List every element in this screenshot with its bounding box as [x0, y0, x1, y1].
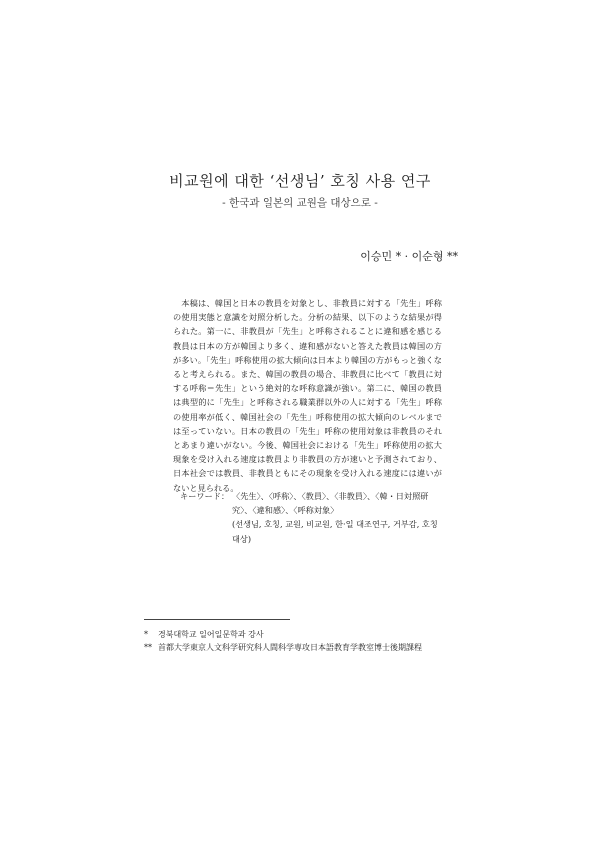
footnote-mark: ** — [144, 643, 152, 652]
paper-subtitle: - 한국과 일본의 교원을 대상으로 - — [222, 197, 378, 209]
footnote-mark: * — [144, 630, 148, 639]
footnote-divider — [144, 619, 290, 620]
footnote-text: 首都大学東京人文科学研究科人間科学専攻日本語教育学教室博士後期課程 — [158, 643, 422, 652]
abstract-text: 本稿は、韓国と日本の教員を対象とし、非教員に対する「先生」呼称の使用実態と意識を対照分析した。分析の結果、以下のような結果が得られた。第一に、非教員が「先生」と呼称されることに違和感を感じる教員は日本の方が韓国より多く、違和感がないと答えた教員は韓国の方が多い。「先生」呼称使用の拡大傾向は日本より韓国の方がもっと強くなると考えられる。また、韓国の教員の場合、非教員に比べて「教員に対する呼称＝先生」という絶対的な呼称意識が強い。第二に、韓国の教員は典型的に「先生」と呼称される職業群以外の人に対する「先生」呼称の使用率が低く、韓国社会の「先生」呼称使用の拡大傾向のレベルまでは至っていない。日本の教員の「先生」呼称の使用対象は非教員のそれとあまり違いがない。今後、韓国社会における「先生」呼称使用の拡大現象を受け入れる速度は教員より非教員の方が速いと予測されており、日本社会では教員、非教員ともにその現象を受け入れる速度には違いがないと見られる。 — [173, 298, 442, 493]
keywords-japanese: 〈先生〉、〈呼称〉、〈教員〉、〈非教員〉、〈韓・日対照研究〉、〈違和感〉、〈呼称対象〉 — [232, 491, 429, 516]
footnote-text: 경북대학교 일어일문학과 강사 — [158, 630, 264, 639]
footnote-item — [144, 641, 464, 654]
keywords-block — [180, 489, 442, 546]
paper-title: 비교원에 대한 ‘선생님’ 호칭 사용 연구 — [169, 172, 431, 190]
author-line: 이승민 * · 이순형 ** — [360, 250, 458, 263]
footnote-item — [144, 628, 464, 641]
keywords-korean: (선생님, 호칭, 교원, 비교원, 한·일 대조연구, 거부감, 호칭 대상) — [232, 519, 438, 544]
footnotes — [144, 628, 464, 654]
keywords-label: キーワード： — [180, 491, 230, 501]
